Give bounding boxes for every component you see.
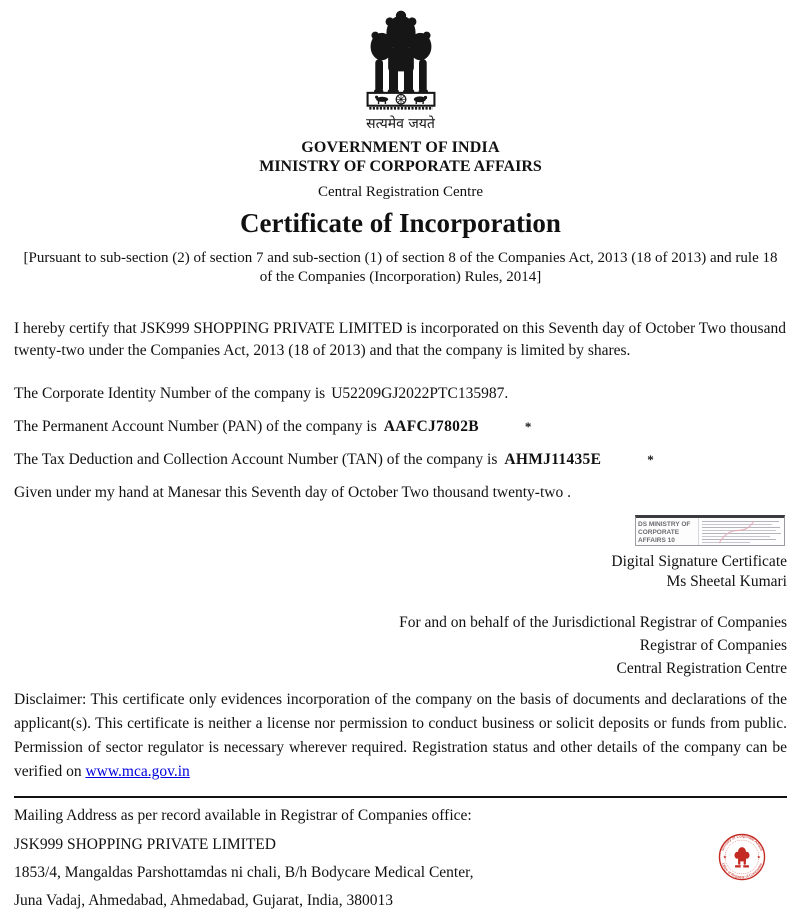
cin-line (14, 384, 787, 404)
mailing-address-line-2: Juna Vadaj, Ahmedabad, Ahmedabad, Gujarat, India, 380013 (14, 892, 393, 909)
government-heading: GOVERNMENT OF INDIA (301, 139, 500, 156)
signature-squiggle-icon (699, 518, 785, 544)
stamp-authority-text (636, 518, 698, 545)
stamp-line-2: CORPORATE AFFAIRS 10 (638, 529, 680, 544)
india-state-emblem-icon (358, 8, 444, 116)
certificate-title: Certificate of Incorporation (240, 208, 561, 238)
mailing-company-name: JSK999 SHOPPING PRIVATE LIMITED (14, 836, 276, 853)
cin-value: U52209GJ2022PTC135987. (331, 385, 509, 402)
behalf-line-3: Central Registration Centre (616, 660, 787, 677)
stamp-line-1: DS MINISTRY OF (638, 521, 691, 528)
digital-signature-stamp (635, 515, 785, 546)
svg-text:★: ★ (722, 854, 727, 860)
tan-line (14, 450, 787, 470)
seal-arc-top-text: Ministry of Corporate Affairs (719, 833, 765, 852)
signature-block (14, 503, 787, 680)
seal-arc-bottom-text: Office of Registrar of Companies (720, 862, 764, 880)
disclaimer-text: Disclaimer: This certificate only evidences incorporation of the company on the basis of documents and declarations of the applicant(s). This certificate is neither a license nor permission to conduct business or solicit deposits or funds from public. Permission of sector regulator is necessary wherever required. Registration status and other details of the company can be verified on (14, 691, 787, 780)
pan-line (14, 417, 787, 437)
mailing-heading: Mailing Address as per record available in Registrar of Companies office: (14, 807, 472, 824)
stamp-fine-print (698, 518, 784, 545)
tan-label: The Tax Deduction and Collection Account Number (TAN) of the company is (14, 451, 498, 468)
mailing-address-line-1: 1853/4, Mangaldas Parshottamdas ni chali, B/h Bodycare Medical Center, (14, 864, 474, 881)
cin-label: The Corporate Identity Number of the company is (14, 385, 326, 402)
svg-text:★: ★ (756, 854, 761, 860)
masthead (14, 8, 787, 287)
certify-paragraph: I hereby certify that JSK999 SHOPPING PRIVATE LIMITED is incorporated on this Seventh day of October Two thousand twenty-two under the Companies Act, 2013 (18 of 2013) and that the company is limited by shares. (14, 320, 786, 359)
signer-name: Ms Sheetal Kumari (666, 573, 787, 590)
separator-line (14, 796, 787, 798)
given-under-hand-line: Given under my hand at Manesar this Seventh day of October Two thousand twenty-two . (14, 484, 571, 501)
dsc-label: Digital Signature Certificate (611, 553, 787, 570)
pan-label: The Permanent Account Number (PAN) of the company is (14, 418, 377, 435)
tan-value: AHMJ11435E (504, 451, 602, 468)
pan-asterisk: * (524, 419, 532, 434)
registration-centre-heading: Central Registration Centre (318, 184, 483, 200)
mca-website-link[interactable]: www.mca.gov.in (85, 763, 190, 780)
ministry-heading: MINISTRY OF CORPORATE AFFAIRS (259, 158, 542, 175)
mailing-address-section (14, 806, 787, 911)
behalf-line-2: Registrar of Companies (639, 637, 787, 654)
pursuant-subtitle: [Pursuant to sub-section (2) of section 7 and sub-section (1) of section 8 of the Companies Act, 2013 (18 of 2013) and rule 18 of the Companies (Incorporation) Rules, 2014] (23, 250, 778, 285)
pan-value: AAFCJ7802B (383, 418, 479, 435)
tan-asterisk: * (647, 452, 654, 467)
emblem-motto: सत्यमेव जयते (366, 116, 435, 132)
behalf-line-1: For and on behalf of the Jurisdictional Registrar of Companies (399, 614, 787, 631)
on-behalf-block (14, 611, 787, 680)
disclaimer-paragraph (14, 688, 787, 784)
certificate-page (0, 8, 801, 909)
registrar-red-seal-icon (716, 831, 768, 883)
